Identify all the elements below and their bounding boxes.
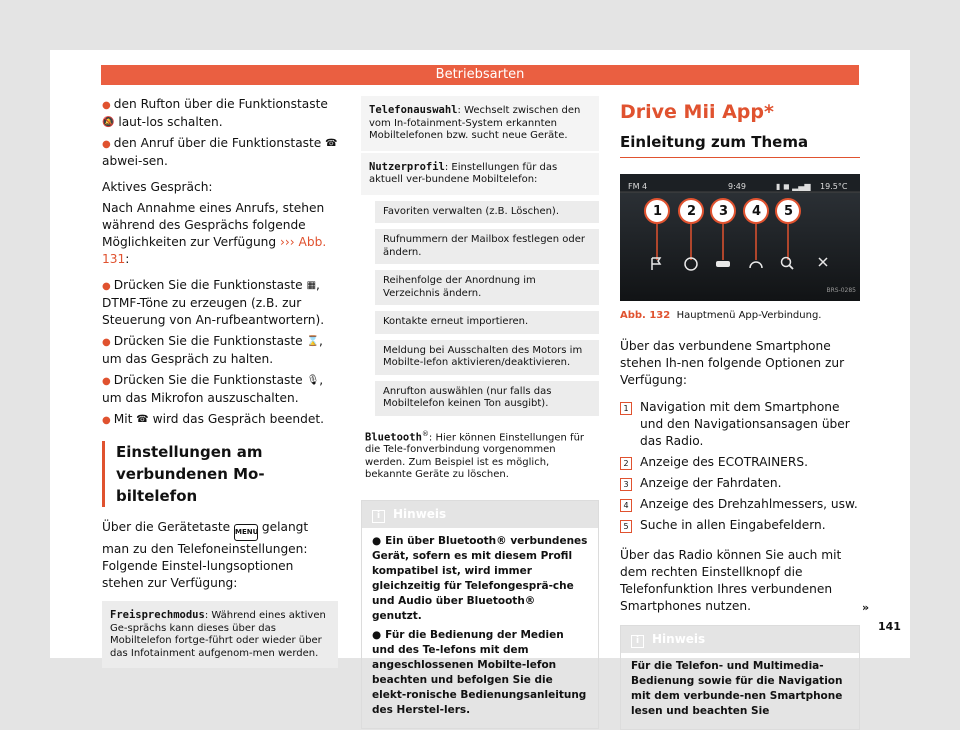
- active-call-text: Nach Annahme eines Anrufs, stehen während des Gesprächs folgende Möglichkeiten zur Verfügung ››› Abb. 131:: [102, 201, 327, 266]
- column-3: [620, 96, 860, 730]
- callout-3: 3: [719, 204, 729, 219]
- note-bullet: ● Für die Bedienung der Medien und des Te-lefons mit dem angeschlossenen Mobilte-lefon beachten und befolgen Sie die elekt-ronische Bedienungsanleitung des Herstel-lers.: [372, 628, 587, 716]
- profile-sub-item: Kontakte erneut importieren.: [375, 311, 599, 334]
- column-1: [102, 96, 338, 668]
- callout-5: 5: [784, 204, 794, 219]
- option-nutzerprofil: Nutzerprofil: Einstellungen für das aktuell ver-bundene Mobiltelefon:: [361, 153, 599, 195]
- options-list: [620, 399, 860, 534]
- figure-caption: Abb. 132 Hauptmenü App-Verbindung.: [620, 310, 822, 321]
- profile-sub-item: Meldung bei Ausschalten des Motors im Mobilte-lefon aktivieren/deaktivieren.: [375, 340, 599, 375]
- callout-4: 4: [752, 204, 762, 219]
- status-icons: ▮ ◼ ▂▄▆: [776, 182, 811, 191]
- continue-arrow: »: [862, 601, 870, 614]
- note-box: [361, 500, 599, 729]
- mic-off-icon: 🎙: [306, 375, 320, 386]
- note-title: Hinweis: [393, 506, 447, 521]
- options-intro: Über das verbundene Smartphone stehen Ih-nen folgende Optionen zur Verfügung:: [620, 339, 845, 387]
- page-number: 141: [878, 620, 901, 633]
- profile-sub-item: Reihenfolge der Anordnung im Verzeichnis ändern.: [375, 270, 599, 305]
- bullet-reject: ● den Anruf über die Funktionstaste ☎ abwei-sen.: [102, 136, 338, 168]
- bell-off-icon: 🔕: [102, 117, 115, 128]
- bullet-end: ● Mit ☎ wird das Gespräch beendet.: [102, 412, 324, 426]
- note-text: Für die Telefon- und Multimedia-Bedienung sowie für die Navigation mit dem verbunde-nen Smartphone lesen und beachten Sie: [631, 660, 843, 717]
- hourglass-icon: ⌛: [306, 336, 320, 347]
- chapter-header: Betriebsarten: [101, 65, 859, 85]
- clock-label: 9:49: [728, 182, 746, 191]
- option-telefonauswahl: Telefonauswahl: Wechselt zwischen den vom In-fotainment-System erkannten Mobiltelefonen bzw. sucht neue Geräte.: [361, 96, 599, 151]
- profile-sub-item: Favoriten verwalten (z.B. Löschen).: [375, 201, 599, 224]
- station-label: FM 4: [628, 182, 648, 191]
- callout-2: 2: [687, 204, 697, 219]
- options-outro: Über das Radio können Sie auch mit dem rechten Einstellknopf die Telefonfunktion Ihres verbundenen Smartphones nutzen.: [620, 548, 842, 613]
- settings-intro: Über die Gerätetaste MENU gelangt man zu den Telefoneinstellungen: Folgende Einstel-lungsoptionen stehen zur Verfügung:: [102, 520, 309, 590]
- section-title-phone-settings: Einstellungen am verbundenen Mo-biltelefon: [102, 441, 338, 507]
- list-item: 3 Anzeige der Fahrdaten.: [620, 475, 860, 492]
- list-item: 2 Anzeige des ECOTRAINERS.: [620, 454, 860, 471]
- bullet-hold: ● Drücken Sie die Funktionstaste ⌛, um das Gespräch zu halten.: [102, 334, 323, 366]
- info-icon: i: [372, 510, 385, 523]
- note-bullet: ● Ein über Bluetooth® verbundenes Gerät, sofern es mit diesem Profil kompatibel ist, wird immer gleichzeitig für Telefongesprä-che und Audio über Bluetooth® genutzt.: [372, 534, 588, 622]
- note-box: [620, 625, 860, 730]
- option-freisprechmodus: Freisprechmodus: Während eines aktiven Ge-sprächs kann dieses über das Mobiltelefon fortge-führt oder wieder über das Infotainment aufgenom-men werden.: [102, 601, 338, 668]
- bullet-mic: ● Drücken Sie die Funktionstaste 🎙, um das Mikrofon auszuschalten.: [102, 373, 324, 405]
- active-call-heading: Aktives Gespräch:: [102, 180, 213, 194]
- option-bluetooth: Bluetooth®: Hier können Einstellungen für die Tele-fonverbindung vorgenommen werden. Zum Beispiel ist es möglich, bekannte Geräte zu löschen.: [365, 429, 585, 481]
- bullet-dtmf: ● Drücken Sie die Funktionstaste ▦, DTMF-Töne zu erzeugen (z.B. zur Steuerung von An-rufbeantwortern).: [102, 278, 325, 327]
- list-item: 5 Suche in allen Eingabefeldern.: [620, 517, 860, 534]
- hang-up-icon: ☎: [136, 414, 149, 425]
- column-2: [361, 96, 599, 729]
- list-item: 1 Navigation mit dem Smartphone und den Navigationsansagen über das Radio.: [620, 399, 860, 450]
- callout-1: 1: [653, 204, 663, 219]
- menu-key-icon: MENU: [234, 524, 258, 541]
- figure-code: BRS-0285: [826, 287, 856, 294]
- info-icon: i: [631, 635, 644, 648]
- bullet-mute: ● den Rufton über die Funktionstaste 🔕 laut-los schalten.: [102, 97, 328, 129]
- figure-ref-131[interactable]: Abb. 131: [102, 235, 327, 266]
- profile-sub-item: Rufnummern der Mailbox festlegen oder ändern.: [375, 229, 599, 264]
- page-title: Drive Mii App*: [620, 101, 774, 123]
- section-title-intro: Einleitung zum Thema: [620, 124, 860, 158]
- screen-graphic: [620, 174, 860, 301]
- profile-sub-item: Anrufton auswählen (nur falls das Mobiltelefon keinen Ton ausgibt).: [375, 381, 599, 416]
- list-item: 4 Anzeige des Drehzahlmessers, usw.: [620, 496, 860, 513]
- keypad-icon: ▦: [306, 280, 317, 291]
- figure-132-screen: [620, 174, 860, 301]
- temperature-label: 19.5°C: [820, 182, 848, 191]
- hang-up-icon: ☎: [325, 138, 338, 149]
- note-title: Hinweis: [652, 632, 706, 646]
